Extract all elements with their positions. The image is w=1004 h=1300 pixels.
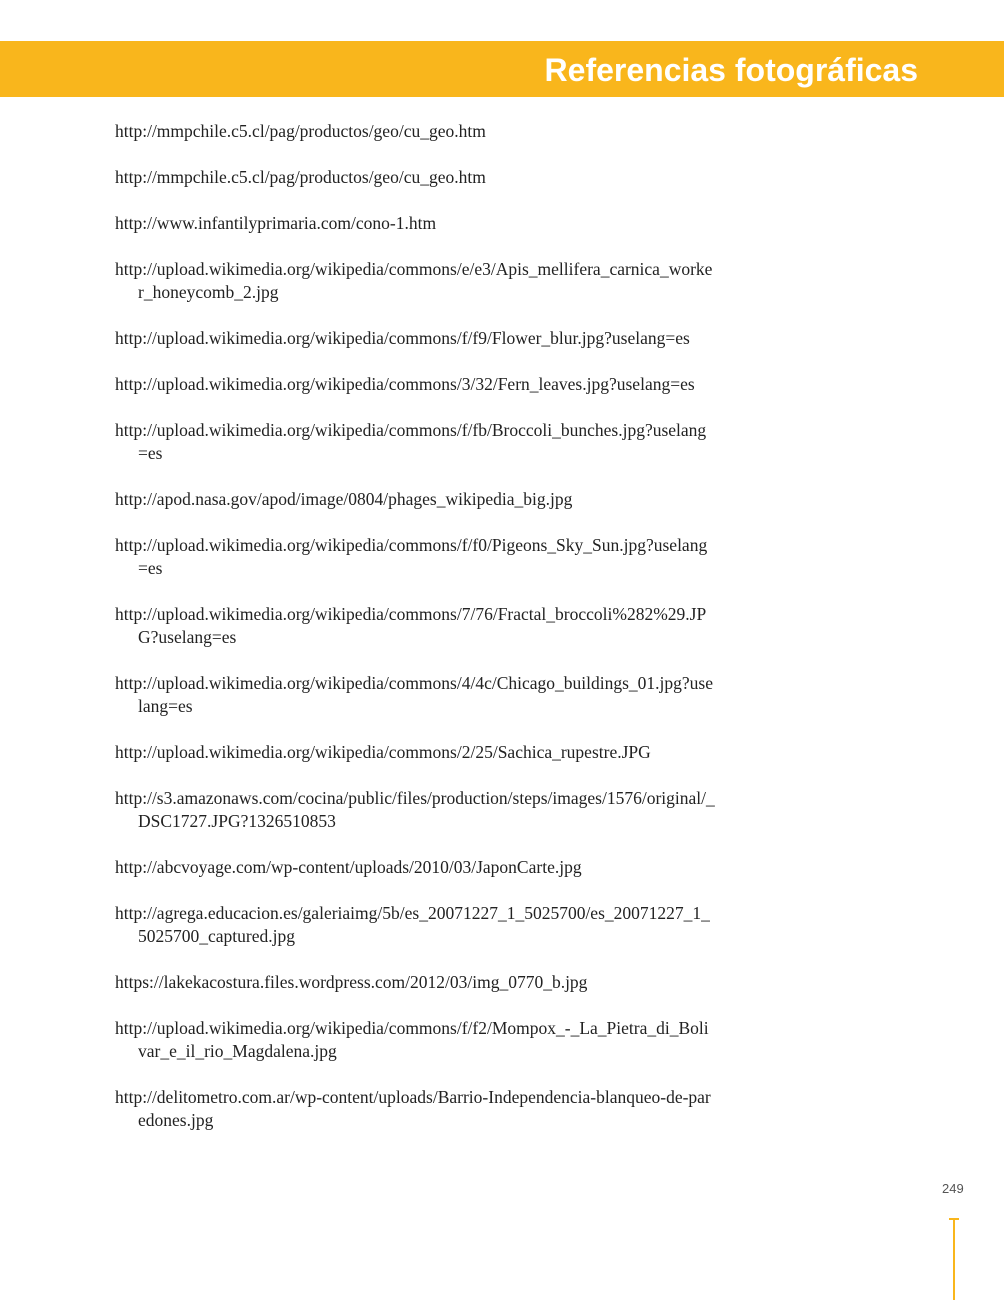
header-band [0, 41, 1004, 97]
reference-item: http://abcvoyage.com/wp-content/uploads/2010/03/JaponCarte.jpg [115, 857, 582, 877]
reference-item: http://upload.wikimedia.org/wikipedia/commons/7/76/Fractal_broccoli%282%29.JPG?uselang=es [115, 604, 707, 647]
reference-item: http://agrega.educacion.es/galeriaimg/5b/es_20071227_1_5025700/es_20071227_1_5025700_captured.jpg [115, 903, 710, 946]
reference-item: http://mmpchile.c5.cl/pag/productos/geo/cu_geo.htm [115, 121, 486, 141]
page-number: 249 [942, 1181, 964, 1196]
reference-item: http://delitometro.com.ar/wp-content/uploads/Barrio-Independencia-blanqueo-de-paredones.jpg [115, 1087, 711, 1130]
reference-item: http://s3.amazonaws.com/cocina/public/files/production/steps/images/1576/original/_DSC1727.JPG?1326510853 [115, 788, 715, 831]
reference-item: http://upload.wikimedia.org/wikipedia/commons/f/f0/Pigeons_Sky_Sun.jpg?uselang=es [115, 535, 708, 578]
reference-item: http://upload.wikimedia.org/wikipedia/commons/f/f9/Flower_blur.jpg?uselang=es [115, 328, 690, 348]
reference-item: http://mmpchile.c5.cl/pag/productos/geo/cu_geo.htm [115, 167, 486, 187]
reference-item: http://upload.wikimedia.org/wikipedia/commons/f/f2/Mompox_-_La_Pietra_di_Bolivar_e_il_rio_Magdalena.jpg [115, 1018, 709, 1061]
reference-item: http://apod.nasa.gov/apod/image/0804/phages_wikipedia_big.jpg [115, 489, 573, 509]
reference-item: http://upload.wikimedia.org/wikipedia/commons/2/25/Sachica_rupestre.JPG [115, 742, 651, 762]
reference-item: http://upload.wikimedia.org/wikipedia/commons/4/4c/Chicago_buildings_01.jpg?uselang=es [115, 673, 714, 716]
reference-item: http://www.infantilyprimaria.com/cono-1.htm [115, 213, 437, 233]
reference-item: http://upload.wikimedia.org/wikipedia/commons/3/32/Fern_leaves.jpg?uselang=es [115, 374, 695, 394]
reference-list [115, 120, 715, 1155]
reference-item: http://upload.wikimedia.org/wikipedia/commons/f/fb/Broccoli_bunches.jpg?uselang=es [115, 420, 707, 463]
page-rule [953, 1219, 955, 1300]
page-title: Referencias fotográficas [544, 52, 918, 88]
reference-item: https://lakekacostura.files.wordpress.com/2012/03/img_0770_b.jpg [115, 972, 588, 992]
reference-item: http://upload.wikimedia.org/wikipedia/commons/e/e3/Apis_mellifera_carnica_worker_honeycomb_2.jpg [115, 259, 713, 302]
